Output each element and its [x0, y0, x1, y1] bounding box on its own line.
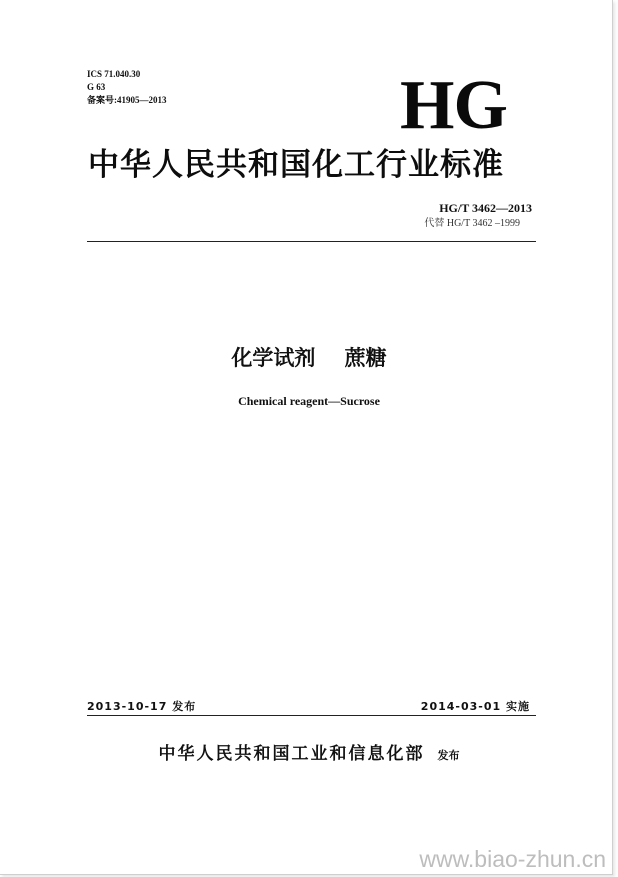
publisher-name: 中华人民共和国工业和信息化部 [158, 744, 425, 764]
document-title-chinese: 化学试剂 蔗糖 [231, 346, 387, 370]
standard-number: HG/T 3462—2013 [439, 201, 532, 215]
industry-standard-title: 中华人民共和国化工行业标准 [88, 147, 504, 183]
site-watermark: www.biao-zhun.cn [419, 846, 606, 872]
hg-logo: HG [400, 67, 507, 144]
document-title-english: Chemical reagent—Sucrose [238, 394, 380, 408]
header-divider [87, 241, 536, 242]
ics-code: ICS 71.040.30 [87, 69, 141, 79]
replaces-standard: 代替 HG/T 3462 –1999 [424, 218, 520, 229]
filing-number: 备案号:41905—2013 [87, 95, 167, 105]
implementation-date: 2014-03-01 实施 [420, 700, 530, 713]
publisher-suffix: 发布 [437, 749, 460, 762]
publisher [0, 739, 618, 764]
classification-codes [87, 68, 167, 107]
footer-divider [87, 715, 536, 716]
ccs-code: G 63 [87, 82, 106, 92]
issue-date: 2013-10-17 发布 [87, 700, 197, 713]
